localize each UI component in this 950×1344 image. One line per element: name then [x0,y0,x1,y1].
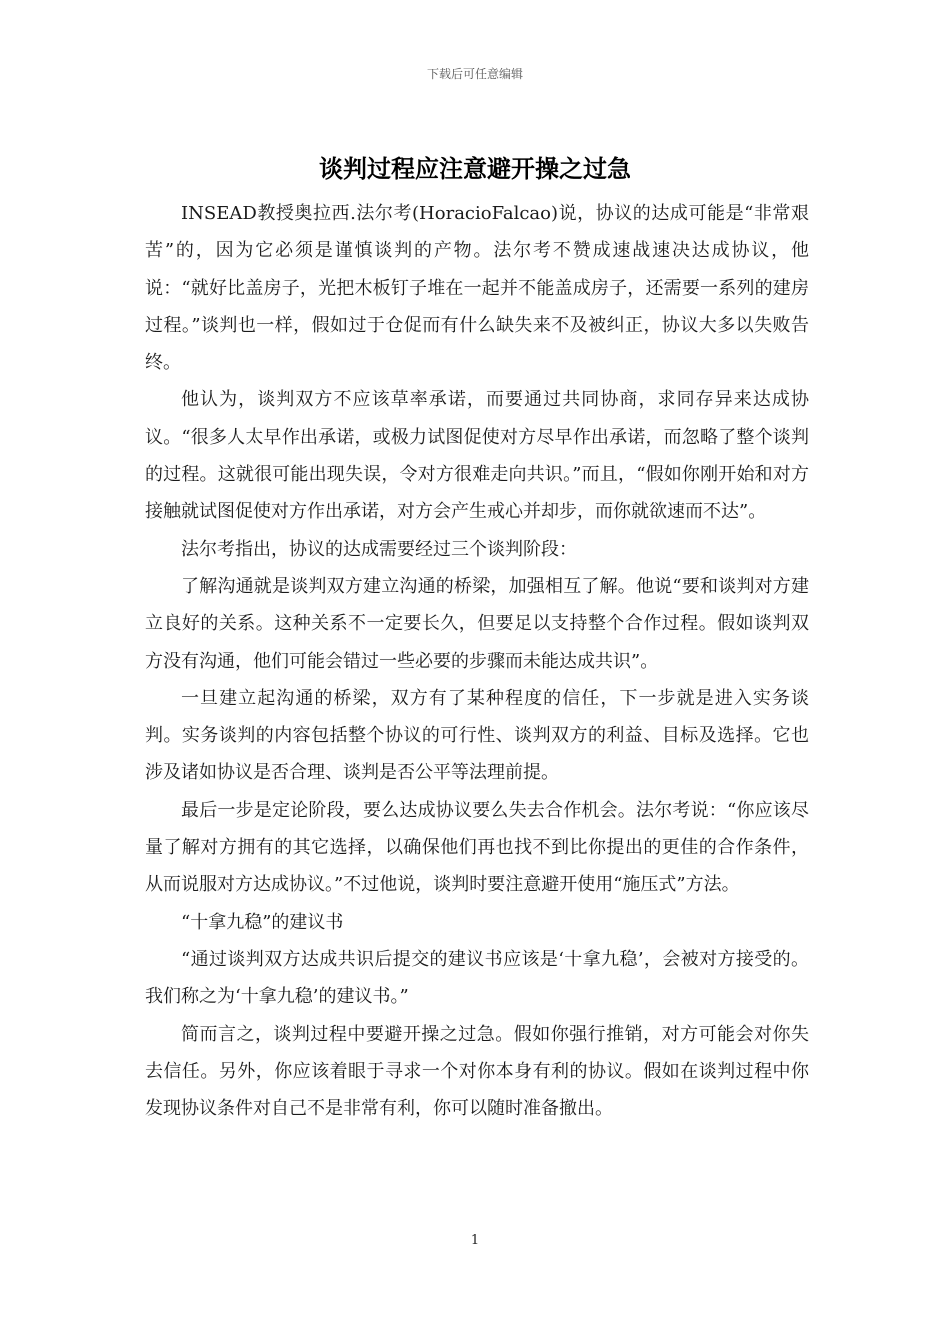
document-title: 谈判过程应注意避开操之过急 [319,155,631,183]
paragraph: 了解沟通就是谈判双方建立沟通的桥梁，加强相互了解。他说“要和谈判对方建立良好的关系。这种关系不一定要长久，但要足以支持整个合作过程。假如谈判双方没有沟通，他们可能会错过一些必要的步骤而未能达成共识”。 [145,575,809,672]
page-header: 下载后可任意编辑 [426,67,523,81]
paragraph: 法尔考指出，协议的达成需要经过三个谈判阶段： [181,538,577,560]
document-body [145,195,809,1127]
paragraph: “通过谈判双方达成共识后提交的建议书应该是‘十拿九稳’，会被对方接受的。我们称之为‘十拿九稳’的建议书。” [145,948,809,1008]
paragraph: INSEAD教授奥拉西.法尔考(HoracioFalcao)说，协议的达成可能是“非常艰苦”的，因为它必须是谨慎谈判的产物。法尔考不赞成速战速决达成协议，他说：“就好比盖房子，光把木板钉子堆在一起并不能盖成房子，还需要一系列的建房过程。”谈判也一样，假如过于仓促而有什么缺失来不及被纠正，协议大多以失败告终。 [145,203,809,374]
section-subheading: “十拿九稳”的建议书 [181,911,344,933]
paragraph: 他认为，谈判双方不应该草率承诺，而要通过共同协商，求同存异来达成协议。“很多人太早作出承诺，或极力试图促使对方尽早作出承诺，而忽略了整个谈判的过程。这就很可能出现失误，令对方很难走向共识。”而且，“假如你刚开始和对方接触就试图促使对方作出承诺，对方会产生戒心并却步，而你就欲速而不达”。 [145,389,809,523]
paragraph: 最后一步是定论阶段，要么达成协议要么失去合作机会。法尔考说：“你应该尽量了解对方拥有的其它选择，以确保他们再也找不到比你提出的更佳的合作条件，从而说服对方达成协议。”不过他说，谈判时要注意避开使用“施压式”方法。 [145,799,809,896]
page-number: 1 [470,1233,480,1248]
paragraph: 一旦建立起沟通的桥梁，双方有了某种程度的信任，下一步就是进入实务谈判。实务谈判的内容包括整个协议的可行性、谈判双方的利益、目标及选择。它也涉及诸如协议是否合理、谈判是否公平等法理前提。 [145,687,809,784]
paragraph: 简而言之，谈判过程中要避开操之过急。假如你强行推销，对方可能会对你失去信任。另外，你应该着眼于寻求一个对你本身有利的协议。假如在谈判过程中你发现协议条件对自己不是非常有利，你可以随时准备撤出。 [145,1023,809,1120]
